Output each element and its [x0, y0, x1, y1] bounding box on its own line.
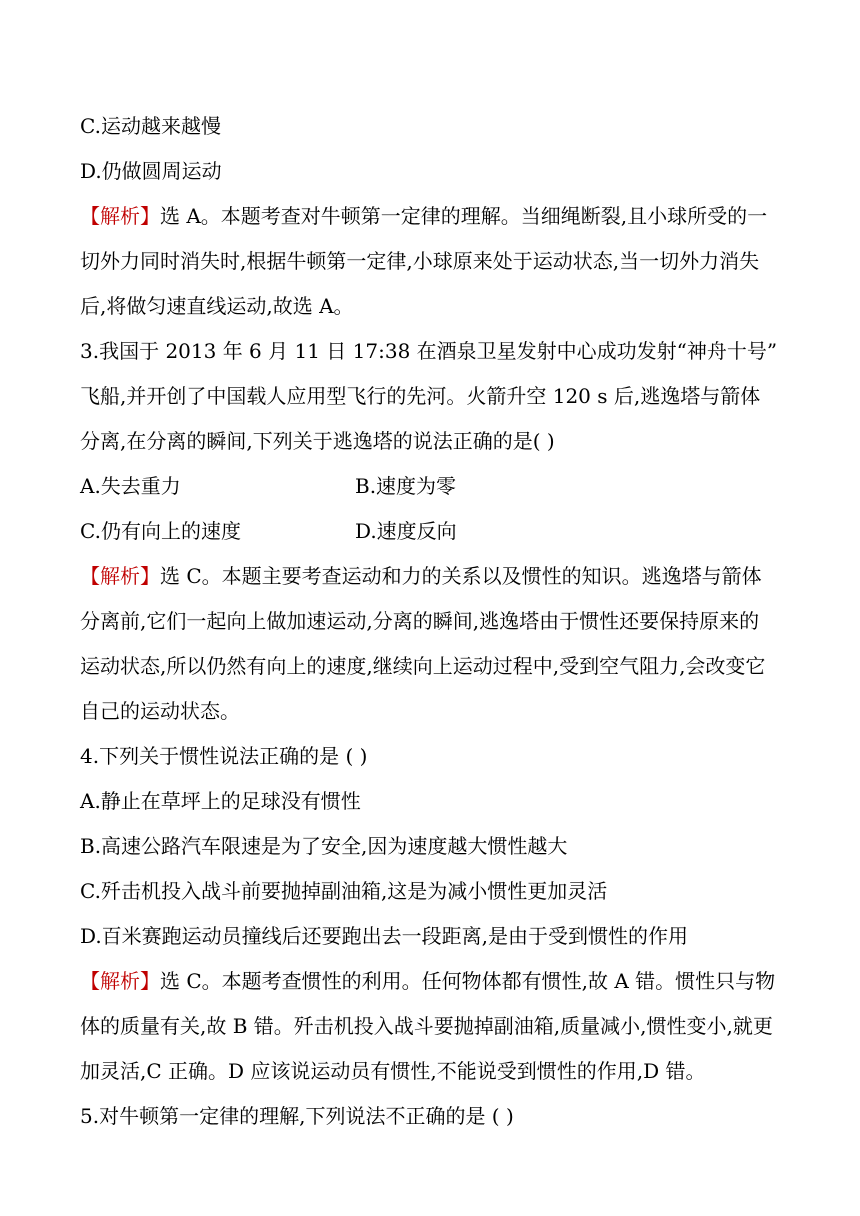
analysis-3-line-4: 自己的运动状态。 — [80, 699, 240, 723]
question-4-line-1: 4.下列关于惯性说法正确的是 ( ) — [80, 744, 368, 768]
analysis-2-line-2: 切外力同时消失时,根据牛顿第一定律,小球原来处于运动状态,当一切外力消失 — [80, 249, 760, 273]
question-3-line-3: 分离,在分离的瞬间,下列关于逃逸塔的说法正确的是( ) — [80, 429, 555, 453]
analysis-4-line-2: 体的质量有关,故 B 错。歼击机投入战斗要抛掉副油箱,质量减小,惯性变小,就更 — [80, 1014, 773, 1038]
q4-option-c: C.歼击机投入战斗前要抛掉副油箱,这是为减小惯性更加灵活 — [80, 879, 608, 903]
q4-option-d: D.百米赛跑运动员撞线后还要跑出去一段距离,是由于受到惯性的作用 — [80, 924, 689, 948]
q3-option-b: B.速度为零 — [355, 474, 457, 498]
question-5-line-1: 5.对牛顿第一定律的理解,下列说法不正确的是 ( ) — [80, 1104, 514, 1128]
analysis-2-line-3: 后,将做匀速直线运动,故选 A。 — [80, 294, 354, 318]
analysis-4-line-3: 加灵活,C 正确。D 应该说运动员有惯性,不能说受到惯性的作用,D 错。 — [80, 1059, 706, 1083]
question-3-line-1: 3.我国于 2013 年 6 月 11 日 17:38 在酒泉卫星发射中心成功发射“神舟十号” — [80, 339, 778, 363]
analysis-label: 【解析】 — [80, 969, 160, 993]
q3-option-a: A.失去重力 — [80, 474, 181, 498]
option-d: D.仍做圆周运动 — [80, 159, 222, 183]
question-3-line-2: 飞船,并开创了中国载人应用型飞行的先河。火箭升空 120 s 后,逃逸塔与箭体 — [80, 384, 761, 408]
q4-option-b: B.高速公路汽车限速是为了安全,因为速度越大惯性越大 — [80, 834, 568, 858]
option-c: C.运动越来越慢 — [80, 114, 221, 138]
q3-option-d: D.速度反向 — [355, 519, 457, 543]
q3-option-c: C.仍有向上的速度 — [80, 519, 241, 543]
analysis-label: 【解析】 — [80, 564, 160, 588]
analysis-4-line-1: 【解析】选 C。本题考查惯性的利用。任何物体都有惯性,故 A 错。惯性只与物 — [80, 969, 776, 993]
analysis-2-line-1: 【解析】选 A。本题考查对牛顿第一定律的理解。当细绳断裂,且小球所受的一 — [80, 204, 768, 228]
analysis-label: 【解析】 — [80, 204, 160, 228]
q4-option-a: A.静止在草坪上的足球没有惯性 — [80, 789, 361, 813]
analysis-3-line-3: 运动状态,所以仍然有向上的速度,继续向上运动过程中,受到空气阻力,会改变它 — [80, 654, 766, 678]
analysis-3-line-1: 【解析】选 C。本题主要考查运动和力的关系以及惯性的知识。逃逸塔与箭体 — [80, 564, 762, 588]
analysis-3-line-2: 分离前,它们一起向上做加速运动,分离的瞬间,逃逸塔由于惯性还要保持原来的 — [80, 609, 760, 633]
